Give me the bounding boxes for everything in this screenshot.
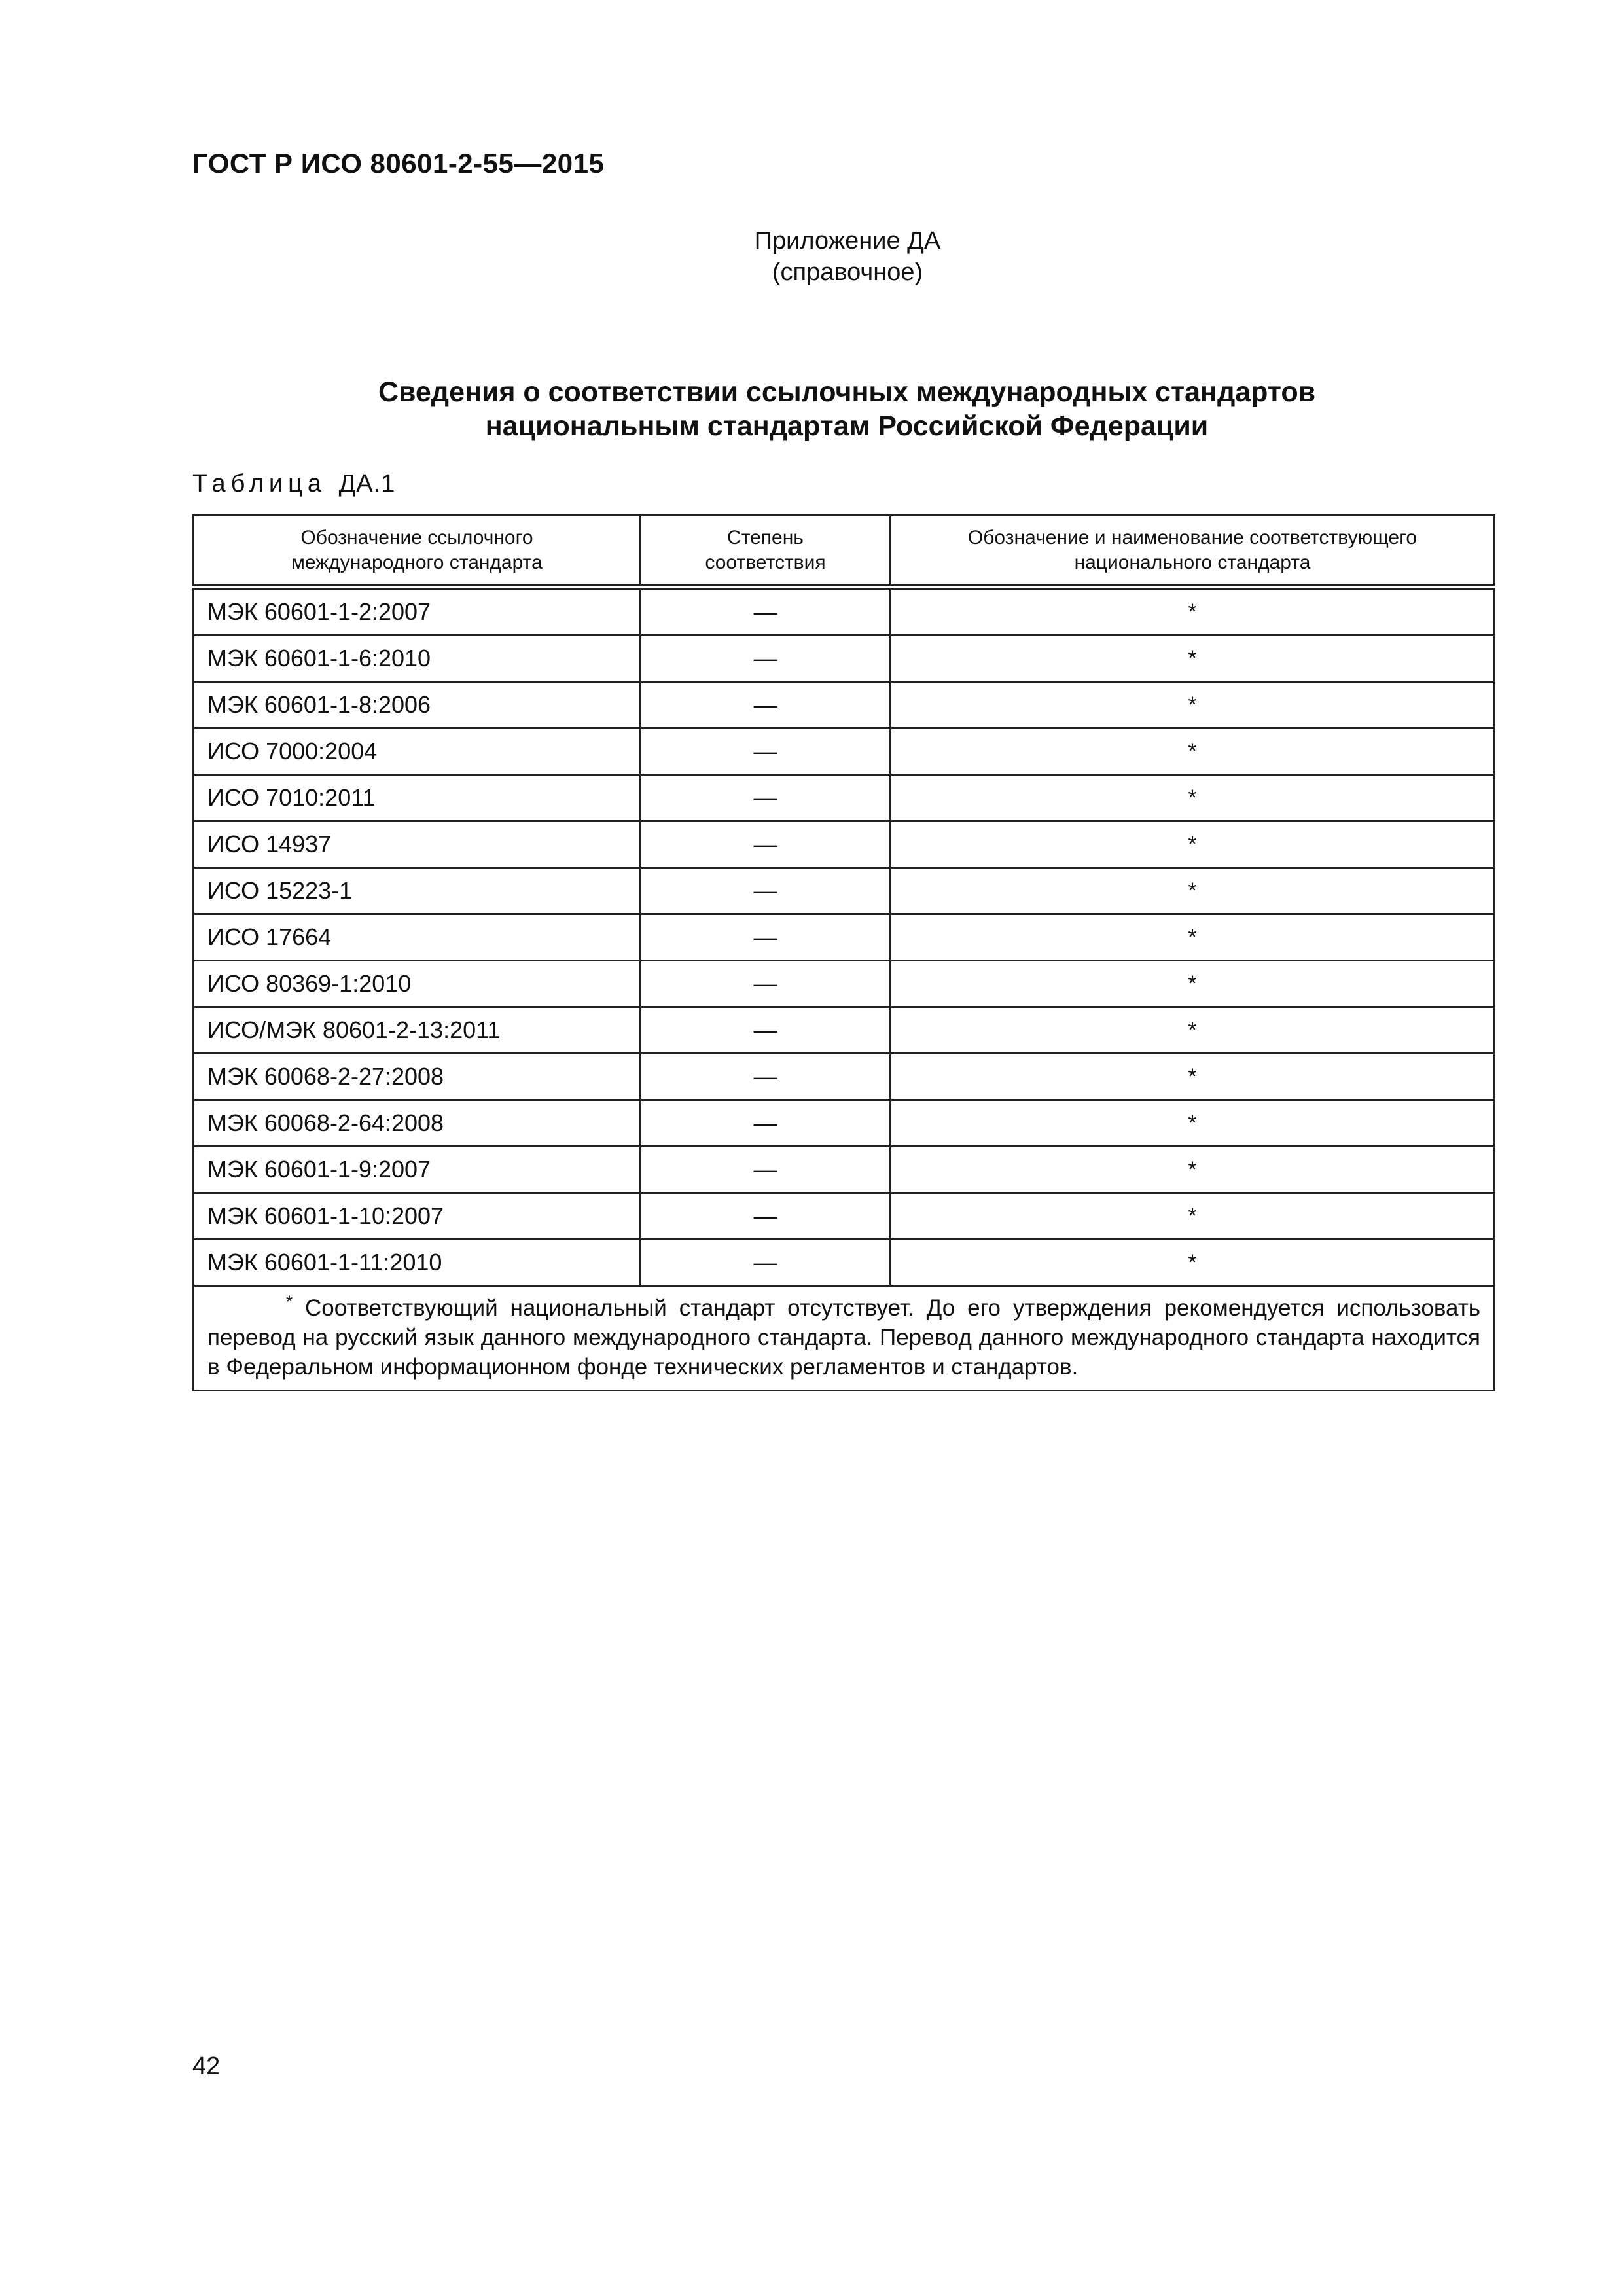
national-standard-cell: *: [891, 775, 1495, 821]
degree-cell: —: [641, 587, 891, 636]
page-number: 42: [192, 2053, 221, 2080]
table-row: [194, 682, 1495, 728]
reference-standard-cell: ИСО 80369-1:2010: [194, 961, 641, 1007]
footnote-row: [194, 1286, 1495, 1391]
national-standard-cell: *: [891, 587, 1495, 636]
table-row: [194, 1007, 1495, 1054]
table-row: [194, 587, 1495, 636]
national-standard-cell: *: [891, 868, 1495, 914]
table-row: [194, 1054, 1495, 1100]
appendix-title: Приложение ДА: [754, 227, 941, 255]
header-reference-standard: [194, 516, 641, 588]
national-standard-cell: *: [891, 1147, 1495, 1193]
table-row: [194, 914, 1495, 961]
header-national-standard-line-2: национального стандарта: [1074, 552, 1311, 573]
national-standard-cell: *: [891, 1100, 1495, 1147]
table-caption: [192, 470, 395, 498]
degree-cell: —: [641, 868, 891, 914]
reference-standard-cell: МЭК 60601-1-9:2007: [194, 1147, 641, 1193]
degree-cell: —: [641, 775, 891, 821]
reference-standard-cell: МЭК 60601-1-6:2010: [194, 636, 641, 682]
degree-cell: —: [641, 961, 891, 1007]
header-reference-standard-line-1: Обозначение ссылочного: [300, 527, 533, 548]
table-row: [194, 821, 1495, 868]
degree-cell: —: [641, 1054, 891, 1100]
table-row: [194, 1100, 1495, 1147]
national-standard-cell: *: [891, 914, 1495, 961]
table-row: [194, 868, 1495, 914]
national-standard-cell: *: [891, 1193, 1495, 1240]
reference-standard-cell: ИСО 7000:2004: [194, 728, 641, 775]
national-standard-cell: *: [891, 728, 1495, 775]
degree-cell: —: [641, 728, 891, 775]
national-standard-cell: *: [891, 961, 1495, 1007]
appendix-type: (справочное): [772, 259, 923, 286]
reference-standard-cell: МЭК 60068-2-64:2008: [194, 1100, 641, 1147]
table-row: [194, 636, 1495, 682]
reference-standard-cell: МЭК 60068-2-27:2008: [194, 1054, 641, 1100]
header-degree-line-1: Степень: [727, 527, 804, 548]
table-row: [194, 1193, 1495, 1240]
national-standard-cell: *: [891, 636, 1495, 682]
national-standard-cell: *: [891, 682, 1495, 728]
footnote-text: Соответствующий национальный стандарт отсутствует. До его утверждения рекомендуется использовать перевод на русский язык данного международного стандарта. Перевод данного международного стандарта находится в Федеральном информационном фонде технических регламентов и стандартов.: [207, 1295, 1480, 1380]
degree-cell: —: [641, 1193, 891, 1240]
footnote-cell: [194, 1286, 1495, 1391]
degree-cell: —: [641, 1240, 891, 1286]
reference-standard-cell: МЭК 60601-1-2:2007: [194, 587, 641, 636]
national-standard-cell: *: [891, 821, 1495, 868]
header-degree-of-conformity: [641, 516, 891, 588]
reference-standard-cell: ИСО 17664: [194, 914, 641, 961]
section-title-line-2: национальным стандартам Российской Федерации: [485, 410, 1209, 442]
table-header-row: [194, 516, 1495, 588]
table-row: [194, 1240, 1495, 1286]
degree-cell: —: [641, 1100, 891, 1147]
reference-standard-cell: ИСО 14937: [194, 821, 641, 868]
header-national-standard-line-1: Обозначение и наименование соответствующего: [967, 527, 1418, 548]
header-reference-standard-line-2: международного стандарта: [291, 552, 543, 573]
standard-designation: ГОСТ Р ИСО 80601-2-55—2015: [192, 148, 605, 179]
reference-standard-cell: МЭК 60601-1-10:2007: [194, 1193, 641, 1240]
header-national-standard: [891, 516, 1495, 588]
reference-standard-cell: МЭК 60601-1-11:2010: [194, 1240, 641, 1286]
national-standard-cell: *: [891, 1007, 1495, 1054]
table-body: [194, 587, 1495, 1286]
degree-cell: —: [641, 1007, 891, 1054]
reference-standard-cell: ИСО 7010:2011: [194, 775, 641, 821]
table-caption-number: ДА.1: [338, 470, 396, 497]
degree-cell: —: [641, 914, 891, 961]
table-caption-word: Таблица: [192, 470, 327, 497]
header-degree-line-2: соответствия: [705, 552, 826, 573]
degree-cell: —: [641, 682, 891, 728]
reference-standard-cell: ИСО 15223-1: [194, 868, 641, 914]
degree-cell: —: [641, 636, 891, 682]
footnote-mark: *: [286, 1291, 293, 1312]
table-row: [194, 728, 1495, 775]
section-title-line-1: Сведения о соответствии ссылочных международных стандартов: [378, 376, 1316, 408]
table-row: [194, 775, 1495, 821]
national-standard-cell: *: [891, 1054, 1495, 1100]
reference-standard-cell: МЭК 60601-1-8:2006: [194, 682, 641, 728]
correspondence-table: [192, 514, 1495, 1391]
degree-cell: —: [641, 1147, 891, 1193]
table-row: [194, 961, 1495, 1007]
degree-cell: —: [641, 821, 891, 868]
national-standard-cell: *: [891, 1240, 1495, 1286]
reference-standard-cell: ИСО/МЭК 80601-2-13:2011: [194, 1007, 641, 1054]
table-row: [194, 1147, 1495, 1193]
